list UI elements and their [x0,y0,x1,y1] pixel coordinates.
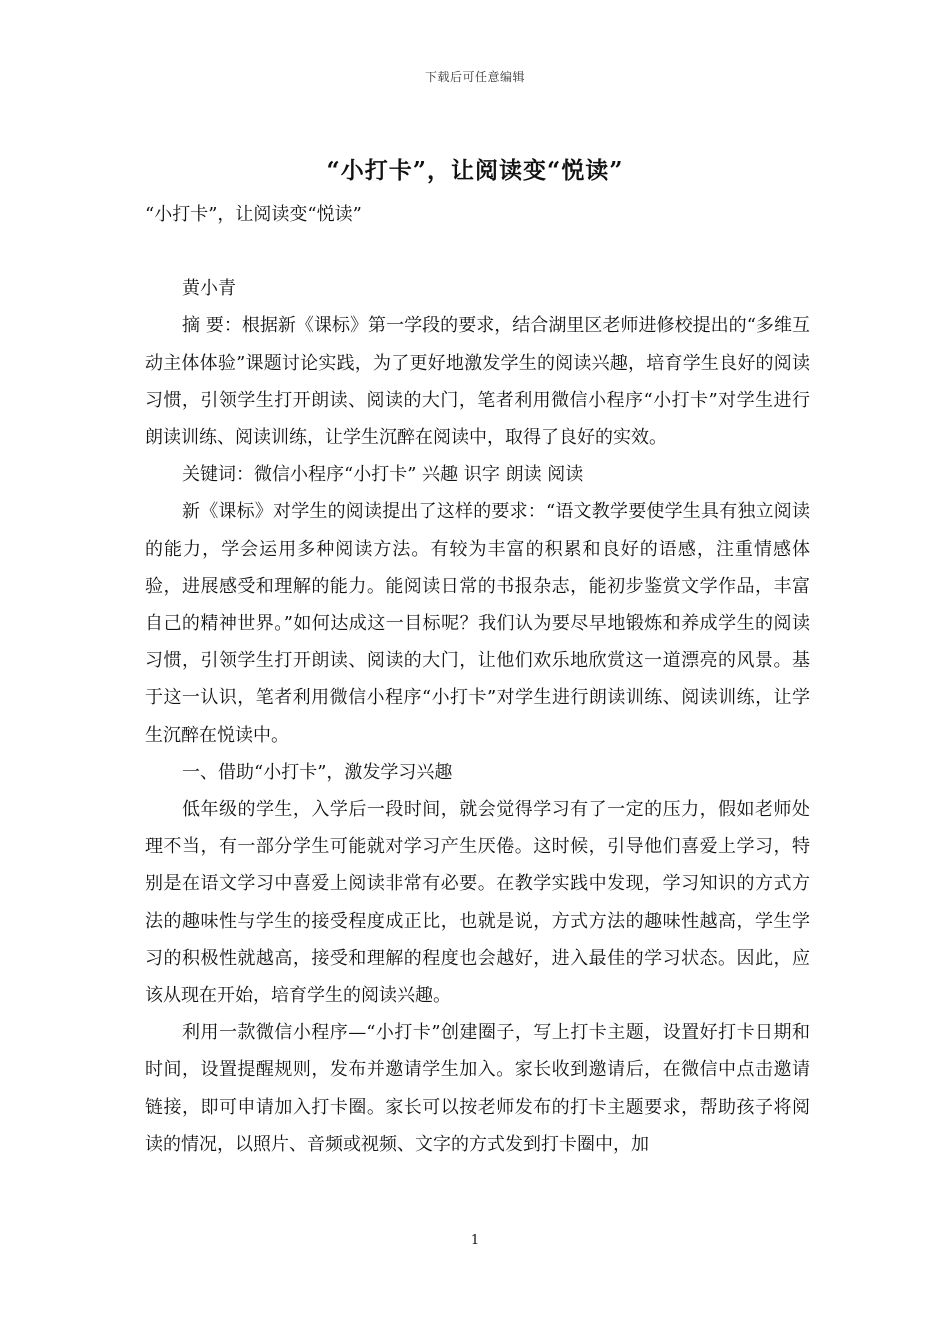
document-body [145,196,810,1163]
body-paragraph: 利用一款微信小程序—“小打卡”创建圈子，写上打卡主题，设置好打卡日期和时间，设置提醒规则，发布并邀请学生加入。家长收到邀请后，在微信中点击邀请链接，即可申请加入打卡圈。家长可以按老师发布的打卡主题要求，帮助孩子将阅读的情况，以照片、音频或视频、文字的方式发到打卡圈中，加 [145,1022,810,1155]
section-heading: 一、借助“小打卡”，激发学习兴趣 [182,761,453,783]
body-paragraph: 低年级的学生，入学后一段时间，就会觉得学习有了一定的压力，假如老师处理不当，有一部分学生可能就对学习产生厌倦。这时候，引导他们喜爱上学习，特别是在语文学习中喜爱上阅读非常有必要。在教学实践中发现，学习知识的方式方法的趣味性与学生的接受程度成正比，也就是说，方式方法的趣味性越高，学生学习的积极性就越高，接受和理解的程度也会越好，进入最佳的学习状态。因此，应该从现在开始，培育学生的阅读兴趣。 [145,799,810,1007]
page-number: 1 [470,1233,480,1248]
document-title: “小打卡”，让阅读变“悦读” [326,157,624,184]
author-name: 黄小青 [182,278,236,300]
abstract-paragraph: 摘 要：根据新《课标》第一学段的要求，结合湖里区老师进修校提出的“多维互动主体体验”课题讨论实践，为了更好地激发学生的阅读兴趣，培育学生良好的阅读习惯，引领学生打开朗读、阅读的大门，笔者利用微信小程序“小打卡”对学生进行朗读训练、阅读训练，让学生沉醉在阅读中，取得了良好的实效。 [145,315,810,449]
keywords-line: 关键词：微信小程序“小打卡” 兴趣 识字 朗读 阅读 [182,464,584,486]
blank-line [145,233,810,270]
header-note: 下载后可任意编辑 [424,70,525,84]
subtitle: “小打卡”，让阅读变“悦读” [145,204,362,225]
body-paragraph: 新《课标》对学生的阅读提出了这样的要求：“语文教学要使学生具有独立阅读的能力，学会运用多种阅读方法。有较为丰富的积累和良好的语感，注重情感体验，进展感受和理解的能力。能阅读日常的书报杂志，能初步鉴赏文学作品，丰富自己的精神世界。”如何达成这一目标呢？我们认为要尽早地锻炼和养成学生的阅读习惯，引领学生打开朗读、阅读的大门，让他们欢乐地欣赏这一道漂亮的风景。基于这一认识，笔者利用微信小程序“小打卡”对学生进行朗读训练、阅读训练，让学生沉醉在悦读中。 [145,501,810,746]
